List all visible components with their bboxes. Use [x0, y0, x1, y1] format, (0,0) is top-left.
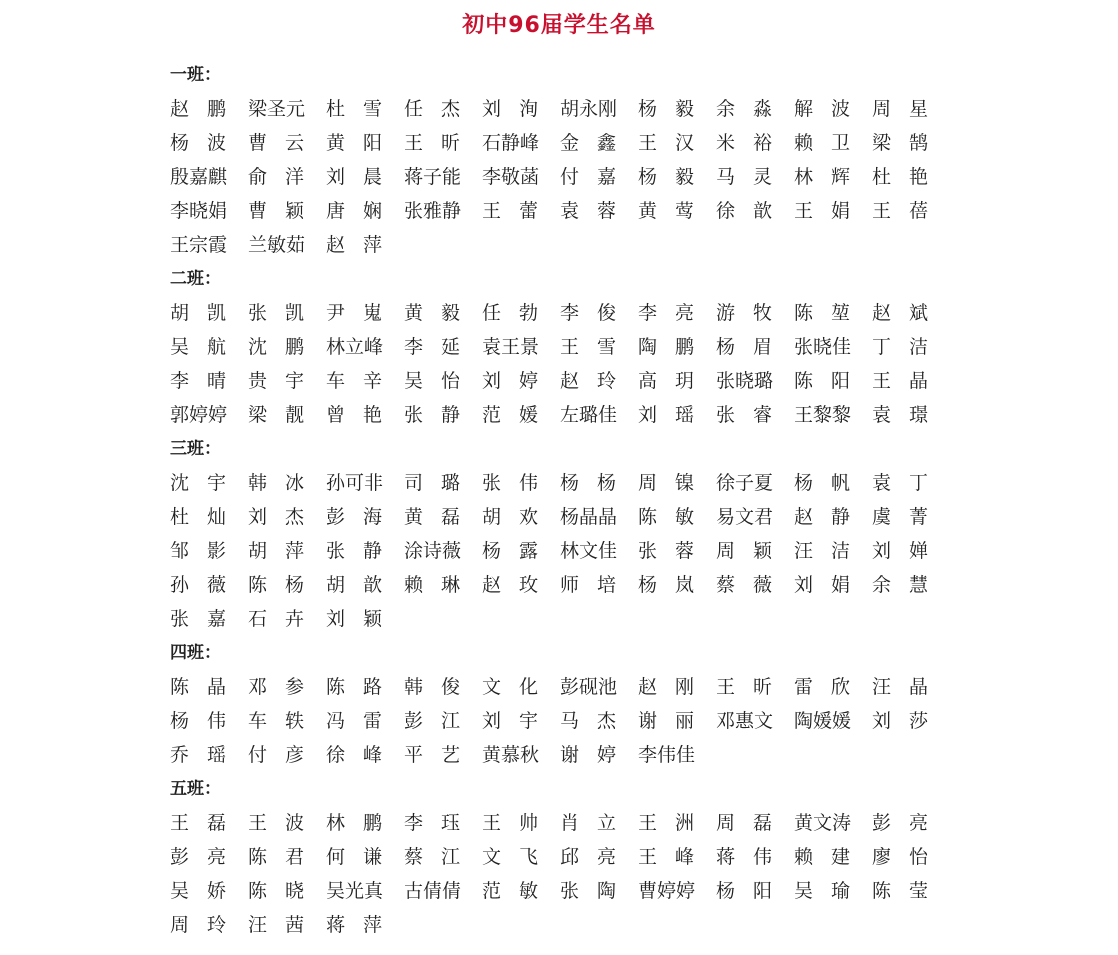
- student-name: 俞 洋: [248, 166, 304, 188]
- student-name: 王 蕾: [482, 200, 538, 222]
- student-name: 付 彦: [248, 744, 304, 766]
- student-name: 陈 堃: [794, 302, 850, 324]
- student-name: 吴光真: [326, 880, 384, 902]
- student-name: 文 化: [482, 676, 538, 698]
- student-name: 尹 嵬: [326, 302, 382, 324]
- student-name: 张 伟: [482, 472, 538, 494]
- class-section: [170, 58, 930, 262]
- student-name: 王 峰: [638, 846, 694, 868]
- student-name: 杨 伟: [170, 710, 226, 732]
- student-name: 陈 敏: [638, 506, 694, 528]
- student-name: 马 杰: [560, 710, 616, 732]
- name-row: [170, 806, 930, 840]
- student-name: 彭 海: [326, 506, 382, 528]
- student-name: 陈 杨: [248, 574, 304, 596]
- student-name: 赖 卫: [794, 132, 850, 154]
- student-name: 陈 阳: [794, 370, 850, 392]
- student-name: 杜 艳: [872, 166, 928, 188]
- student-name: 赵 斌: [872, 302, 928, 324]
- student-name: 杨 眉: [716, 336, 772, 358]
- student-name: 陈 莹: [872, 880, 928, 902]
- student-name: 王 娟: [794, 200, 850, 222]
- student-name: 刘 婵: [872, 540, 928, 562]
- name-row: [170, 296, 930, 330]
- student-name: 杨 露: [482, 540, 538, 562]
- student-name: 范 敏: [482, 880, 538, 902]
- class-header: 三班：: [170, 439, 221, 459]
- name-row: [170, 330, 930, 364]
- student-name: 任 勃: [482, 302, 538, 324]
- name-row: [170, 840, 930, 874]
- student-name: 黄文涛: [794, 812, 852, 834]
- student-name: 张 睿: [716, 404, 772, 426]
- student-name: 赵 玫: [482, 574, 538, 596]
- class-section: [170, 432, 930, 636]
- student-name: 王 雪: [560, 336, 616, 358]
- student-name: 杨 帆: [794, 472, 850, 494]
- student-name: 蒋 伟: [716, 846, 772, 868]
- student-name: 李 俊: [560, 302, 616, 324]
- student-name: 邱 亮: [560, 846, 616, 868]
- student-name: 吴 瑜: [794, 880, 850, 902]
- name-row: [170, 194, 930, 228]
- student-name: 蔡 江: [404, 846, 460, 868]
- student-name: 王 洲: [638, 812, 694, 834]
- student-name: 胡 凯: [170, 302, 226, 324]
- name-row: [170, 908, 930, 942]
- student-name: 胡永刚: [560, 98, 618, 120]
- student-name: 李 亮: [638, 302, 694, 324]
- student-name: 杨晶晶: [560, 506, 618, 528]
- student-name: 何 谦: [326, 846, 382, 868]
- student-name: 孙可非: [326, 472, 384, 494]
- class-header: 二班：: [170, 269, 221, 289]
- student-name: 赖 琳: [404, 574, 460, 596]
- student-name: 金 鑫: [560, 132, 616, 154]
- student-name: 解 波: [794, 98, 850, 120]
- class-list: [170, 58, 930, 942]
- student-name: 文 飞: [482, 846, 538, 868]
- student-name: 彭砚池: [560, 676, 618, 698]
- student-name: 虞 菁: [872, 506, 928, 528]
- student-name: 司 璐: [404, 472, 460, 494]
- student-name: 张雅静: [404, 200, 462, 222]
- student-name: 吴 娇: [170, 880, 226, 902]
- student-name: 石 卉: [248, 608, 304, 630]
- student-name: 吴 航: [170, 336, 226, 358]
- student-name: 汪 晶: [872, 676, 928, 698]
- student-name: 林文佳: [560, 540, 618, 562]
- student-name: 彭 亮: [170, 846, 226, 868]
- student-name: 任 杰: [404, 98, 460, 120]
- student-name: 黄 莺: [638, 200, 694, 222]
- student-name: 张 陶: [560, 880, 616, 902]
- student-name: 杜 灿: [170, 506, 226, 528]
- student-name: 蒋子能: [404, 166, 462, 188]
- student-name: 石静峰: [482, 132, 540, 154]
- student-name: 孙 薇: [170, 574, 226, 596]
- name-row: [170, 160, 930, 194]
- student-name: 杨 毅: [638, 166, 694, 188]
- student-name: 陶媛媛: [794, 710, 852, 732]
- name-row: [170, 92, 930, 126]
- student-name: 游 牧: [716, 302, 772, 324]
- student-name: 彭 江: [404, 710, 460, 732]
- student-name: 梁 鹄: [872, 132, 928, 154]
- student-name: 付 嘉: [560, 166, 616, 188]
- student-name: 赖 建: [794, 846, 850, 868]
- student-name: 胡 萍: [248, 540, 304, 562]
- student-name: 陈 君: [248, 846, 304, 868]
- student-name: 蔡 薇: [716, 574, 772, 596]
- student-name: 车 轶: [248, 710, 304, 732]
- student-name: 彭 亮: [872, 812, 928, 834]
- student-name: 米 裕: [716, 132, 772, 154]
- student-name: 韩 俊: [404, 676, 460, 698]
- student-name: 邓惠文: [716, 710, 774, 732]
- name-row: [170, 568, 930, 602]
- student-name: 张晓佳: [794, 336, 852, 358]
- student-name: 赵 玲: [560, 370, 616, 392]
- student-name: 蒋 萍: [326, 914, 382, 936]
- student-name: 张 凯: [248, 302, 304, 324]
- class-section: [170, 262, 930, 432]
- student-name: 张 静: [404, 404, 460, 426]
- student-name: 刘 杰: [248, 506, 304, 528]
- student-name: 谢 婷: [560, 744, 616, 766]
- student-name: 徐 歆: [716, 200, 772, 222]
- student-name: 王 波: [248, 812, 304, 834]
- student-name: 唐 娴: [326, 200, 382, 222]
- student-name: 周 玲: [170, 914, 226, 936]
- student-name: 黄慕秋: [482, 744, 540, 766]
- student-name: 徐子夏: [716, 472, 774, 494]
- student-name: 杨 毅: [638, 98, 694, 120]
- student-name: 刘 娟: [794, 574, 850, 596]
- student-name: 殷嘉麒: [170, 166, 228, 188]
- student-name: 袁 丁: [872, 472, 928, 494]
- student-name: 贵 宇: [248, 370, 304, 392]
- name-row: [170, 364, 930, 398]
- student-name: 杨 阳: [716, 880, 772, 902]
- student-name: 肖 立: [560, 812, 616, 834]
- student-name: 林 鹏: [326, 812, 382, 834]
- student-name: 张 蓉: [638, 540, 694, 562]
- student-name: 平 艺: [404, 744, 460, 766]
- student-name: 兰敏茹: [248, 234, 306, 256]
- student-name: 汪 茜: [248, 914, 304, 936]
- student-name: 刘 晨: [326, 166, 382, 188]
- student-name: 曾 艳: [326, 404, 382, 426]
- student-name: 袁 璟: [872, 404, 928, 426]
- student-name: 王黎黎: [794, 404, 852, 426]
- student-name: 周 颖: [716, 540, 772, 562]
- student-name: 刘 洵: [482, 98, 538, 120]
- student-name: 周 磊: [716, 812, 772, 834]
- class-section: [170, 772, 930, 942]
- student-name: 赵 鹏: [170, 98, 226, 120]
- student-name: 沈 鹏: [248, 336, 304, 358]
- student-name: 李晓娟: [170, 200, 228, 222]
- student-name: 林 辉: [794, 166, 850, 188]
- student-name: 王 汉: [638, 132, 694, 154]
- student-name: 王 昕: [404, 132, 460, 154]
- student-name: 胡 歆: [326, 574, 382, 596]
- student-name: 黄 磊: [404, 506, 460, 528]
- student-name: 黄 毅: [404, 302, 460, 324]
- student-name: 刘 婷: [482, 370, 538, 392]
- student-name: 古倩倩: [404, 880, 462, 902]
- student-name: 黄 阳: [326, 132, 382, 154]
- student-name: 王 帅: [482, 812, 538, 834]
- student-name: 杜 雪: [326, 98, 382, 120]
- student-name: 李 珏: [404, 812, 460, 834]
- student-name: 吴 怡: [404, 370, 460, 392]
- student-name: 易文君: [716, 506, 774, 528]
- student-name: 周 镍: [638, 472, 694, 494]
- name-row: [170, 704, 930, 738]
- student-name: 雷 欣: [794, 676, 850, 698]
- student-name: 余 慧: [872, 574, 928, 596]
- student-name: 梁 靓: [248, 404, 304, 426]
- student-name: 沈 宇: [170, 472, 226, 494]
- name-row: [170, 398, 930, 432]
- student-name: 廖 怡: [872, 846, 928, 868]
- student-name: 李伟佳: [638, 744, 696, 766]
- student-name: 杨 杨: [560, 472, 616, 494]
- name-row: [170, 466, 930, 500]
- student-name: 范 媛: [482, 404, 538, 426]
- student-name: 曹婷婷: [638, 880, 696, 902]
- name-row: [170, 670, 930, 704]
- student-name: 谢 丽: [638, 710, 694, 732]
- student-name: 张晓璐: [716, 370, 774, 392]
- student-name: 刘 莎: [872, 710, 928, 732]
- class-section: [170, 636, 930, 772]
- student-name: 王 昕: [716, 676, 772, 698]
- class-header: 五班：: [170, 779, 221, 799]
- student-name: 刘 瑶: [638, 404, 694, 426]
- student-name: 韩 冰: [248, 472, 304, 494]
- student-name: 王宗霞: [170, 234, 228, 256]
- student-name: 赵 静: [794, 506, 850, 528]
- name-row: [170, 738, 930, 772]
- name-row: [170, 534, 930, 568]
- student-name: 李 延: [404, 336, 460, 358]
- student-name: 左璐佳: [560, 404, 618, 426]
- student-name: 高 玥: [638, 370, 694, 392]
- name-row: [170, 126, 930, 160]
- student-name: 车 辛: [326, 370, 382, 392]
- student-name: 王 磊: [170, 812, 226, 834]
- student-name: 曹 颖: [248, 200, 304, 222]
- student-name: 邹 影: [170, 540, 226, 562]
- student-name: 张 静: [326, 540, 382, 562]
- student-name: 陈 晓: [248, 880, 304, 902]
- student-name: 冯 雷: [326, 710, 382, 732]
- student-name: 郭婷婷: [170, 404, 228, 426]
- name-row: [170, 602, 930, 636]
- student-name: 余 淼: [716, 98, 772, 120]
- student-name: 马 灵: [716, 166, 772, 188]
- name-row: [170, 874, 930, 908]
- student-name: 刘 宇: [482, 710, 538, 732]
- student-name: 陈 晶: [170, 676, 226, 698]
- student-name: 丁 洁: [872, 336, 928, 358]
- student-name: 赵 萍: [326, 234, 382, 256]
- student-name: 徐 峰: [326, 744, 382, 766]
- page-title: 初中96届学生名单: [462, 13, 656, 38]
- student-name: 师 培: [560, 574, 616, 596]
- class-header: 一班：: [170, 65, 221, 85]
- student-name: 王 蓓: [872, 200, 928, 222]
- student-name: 赵 刚: [638, 676, 694, 698]
- student-name: 袁 蓉: [560, 200, 616, 222]
- student-name: 李 晴: [170, 370, 226, 392]
- student-name: 袁王景: [482, 336, 540, 358]
- student-name: 王 晶: [872, 370, 928, 392]
- name-row: [170, 228, 930, 262]
- student-name: 林立峰: [326, 336, 384, 358]
- student-name: 刘 颖: [326, 608, 382, 630]
- student-name: 胡 欢: [482, 506, 538, 528]
- student-name: 张 嘉: [170, 608, 226, 630]
- class-header: 四班：: [170, 643, 221, 663]
- student-name: 汪 洁: [794, 540, 850, 562]
- student-name: 杨 岚: [638, 574, 694, 596]
- student-name: 杨 波: [170, 132, 226, 154]
- student-name: 陈 路: [326, 676, 382, 698]
- student-name: 曹 云: [248, 132, 304, 154]
- student-name: 梁圣元: [248, 98, 306, 120]
- name-row: [170, 500, 930, 534]
- student-name: 涂诗薇: [404, 540, 462, 562]
- student-name: 邓 参: [248, 676, 304, 698]
- student-name: 周 星: [872, 98, 928, 120]
- student-name: 陶 鹏: [638, 336, 694, 358]
- student-name: 李敬菡: [482, 166, 540, 188]
- student-name: 乔 瑶: [170, 744, 226, 766]
